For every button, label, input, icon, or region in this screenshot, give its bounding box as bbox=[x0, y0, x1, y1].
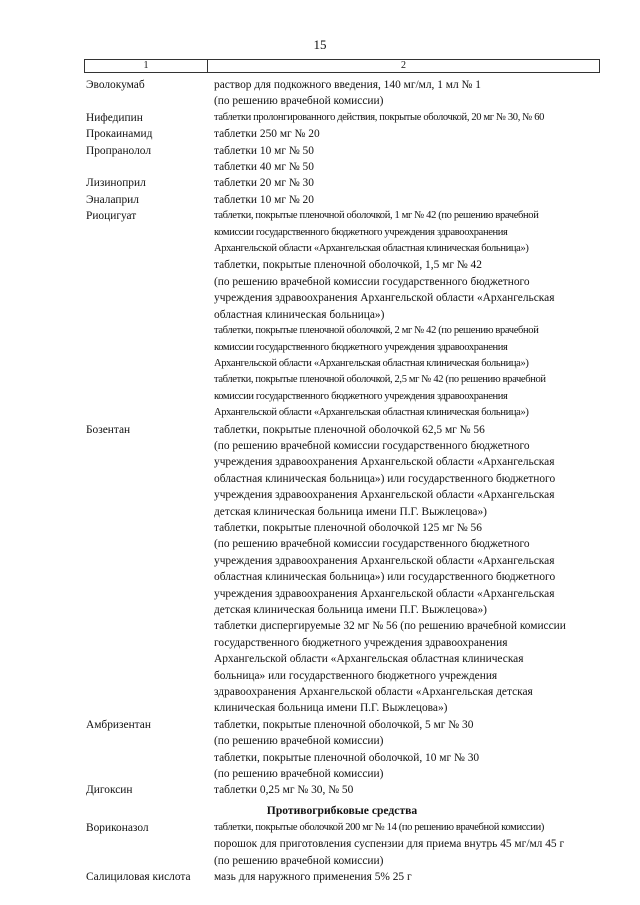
drug-name: Лизиноприл bbox=[86, 177, 146, 190]
table-row bbox=[84, 77, 600, 110]
drug-table bbox=[84, 59, 600, 886]
table-row bbox=[84, 143, 600, 176]
table-row bbox=[84, 422, 600, 717]
drug-name: Амбризентан bbox=[86, 718, 151, 731]
dosage-form: раствор для подкожного введения, 140 мг/мл, 1 мл № 1 (по решению врачебной комиссии) bbox=[214, 79, 481, 108]
table-body bbox=[84, 77, 600, 886]
drug-name: Салициловая кислота bbox=[86, 871, 191, 884]
dosage-form: таблетки пролонгированного действия, покрытые оболочкой, 20 мг № 30, № 60 bbox=[214, 111, 545, 123]
dosage-forms bbox=[214, 192, 600, 208]
dosage-form: мазь для наружного применения 5% 25 г bbox=[214, 871, 412, 884]
drug-name: Риоцигуат bbox=[86, 210, 137, 223]
column-header-1: 1 bbox=[84, 60, 208, 72]
drug-name: Прокаинамид bbox=[86, 128, 153, 141]
table-row bbox=[84, 208, 600, 421]
page-number: 15 bbox=[313, 37, 327, 52]
dosage-forms bbox=[214, 717, 600, 783]
dosage-form: таблетки, покрытые пленочной оболочкой, 2,5 мг № 42 (по решению врачебной комиссии государственного бюджетного учреждения здравоохранения Архангельской области «Архангельская областная клиническая больница») bbox=[214, 374, 546, 419]
dosage-forms bbox=[214, 126, 600, 142]
dosage-form: таблетки, покрытые пленочной оболочкой, 1 мг № 42 (по решению врачебной комиссии государственного бюджетного учреждения здравоохранения Архангельской области «Архангельская областная клиническая больница») bbox=[214, 210, 539, 255]
dosage-forms bbox=[214, 110, 600, 126]
dosage-form: таблетки, покрытые пленочной оболочкой, 5 мг № 30 (по решению врачебной комиссии) bbox=[214, 718, 474, 748]
table-row bbox=[84, 175, 600, 191]
dosage-form: таблетки 10 мг № 50 bbox=[214, 144, 314, 157]
dosage-form: таблетки, покрытые пленочной оболочкой 125 мг № 56 (по решению врачебной комиссии государственного бюджетного учреждения здравоохранения Архангельской области «Архангельская областная клиническая больница») или государственного бюджетного учреждения здравоохранения Архангельской области «Архангельская детская клиническая больница имени П.Г. Выжлецова») bbox=[214, 521, 556, 616]
drug-name: Вориконазол bbox=[86, 821, 149, 834]
table-row bbox=[84, 820, 600, 869]
section-heading: Противогрибковые средства bbox=[266, 803, 418, 817]
drug-name: Пропранолол bbox=[86, 144, 152, 157]
table-row bbox=[84, 110, 600, 126]
table-row bbox=[84, 869, 600, 885]
drug-name: Бозентан bbox=[86, 423, 131, 436]
dosage-form: таблетки 250 мг № 20 bbox=[214, 128, 320, 141]
dosage-form: таблетки 10 мг № 20 bbox=[214, 193, 314, 206]
dosage-form: таблетки 0,25 мг № 30, № 50 bbox=[214, 784, 354, 797]
dosage-form: таблетки 40 мг № 50 bbox=[214, 161, 314, 174]
dosage-form: таблетки, покрытые оболочкой 200 мг № 14 (по решению врачебной комиссии) bbox=[214, 821, 545, 833]
dosage-forms bbox=[214, 175, 600, 191]
table-header bbox=[84, 60, 600, 73]
dosage-forms bbox=[214, 77, 600, 110]
dosage-forms bbox=[214, 869, 600, 885]
dosage-form: таблетки, покрытые пленочной оболочкой, 2 мг № 42 (по решению врачебной комиссии государственного бюджетного учреждения здравоохранения Архангельской области «Архангельская областная клиническая больница») bbox=[214, 325, 539, 369]
dosage-form: таблетки, покрытые пленочной оболочкой, 10 мг № 30 (по решению врачебной комиссии) bbox=[214, 751, 480, 781]
dosage-forms bbox=[214, 820, 600, 869]
drug-name: Дигоксин bbox=[86, 784, 133, 797]
dosage-forms bbox=[214, 208, 600, 421]
dosage-form: таблетки диспергируемые 32 мг № 56 (по решению врачебной комиссии государственного бюджетного учреждения здравоохранения Архангельской области «Архангельская областная клиническая больница» или государственного бюджетного учреждения здравоохранения Архангельской области «Архангельская детская клиническая больница имени П.Г. Выжлецова») bbox=[214, 620, 566, 715]
drug-name: Нифедипин bbox=[86, 111, 143, 124]
drug-name: Эналаприл bbox=[86, 193, 139, 206]
dosage-forms bbox=[214, 143, 600, 176]
table-row bbox=[84, 782, 600, 798]
dosage-form: таблетки, покрытые пленочной оболочкой 62,5 мг № 56 (по решению врачебной комиссии государственного бюджетного учреждения здравоохранения Архангельской области «Архангельская областная клиническая больница») или государственного бюджетного учреждения здравоохранения Архангельской области «Архангельская детская клиническая больница имени П.Г. Выжлецова») bbox=[214, 423, 556, 518]
table-row bbox=[84, 717, 600, 783]
table-row bbox=[84, 126, 600, 142]
dosage-forms bbox=[214, 782, 600, 798]
dosage-form: таблетки 20 мг № 30 bbox=[214, 177, 314, 190]
dosage-forms bbox=[214, 422, 600, 717]
column-header-2: 2 bbox=[208, 60, 600, 72]
drug-name: Эволокумаб bbox=[86, 79, 145, 91]
dosage-form: порошок для приготовления суспензии для приема внутрь 45 мг/мл 45 г (по решению врачебной комиссии) bbox=[214, 838, 565, 867]
table-row bbox=[84, 192, 600, 208]
dosage-form: таблетки, покрытые пленочной оболочкой, 1,5 мг № 42 (по решению врачебной комиссии государственного бюджетного учреждения здравоохранения Архангельской области «Архангельская областная клиническая больница») bbox=[214, 259, 555, 321]
